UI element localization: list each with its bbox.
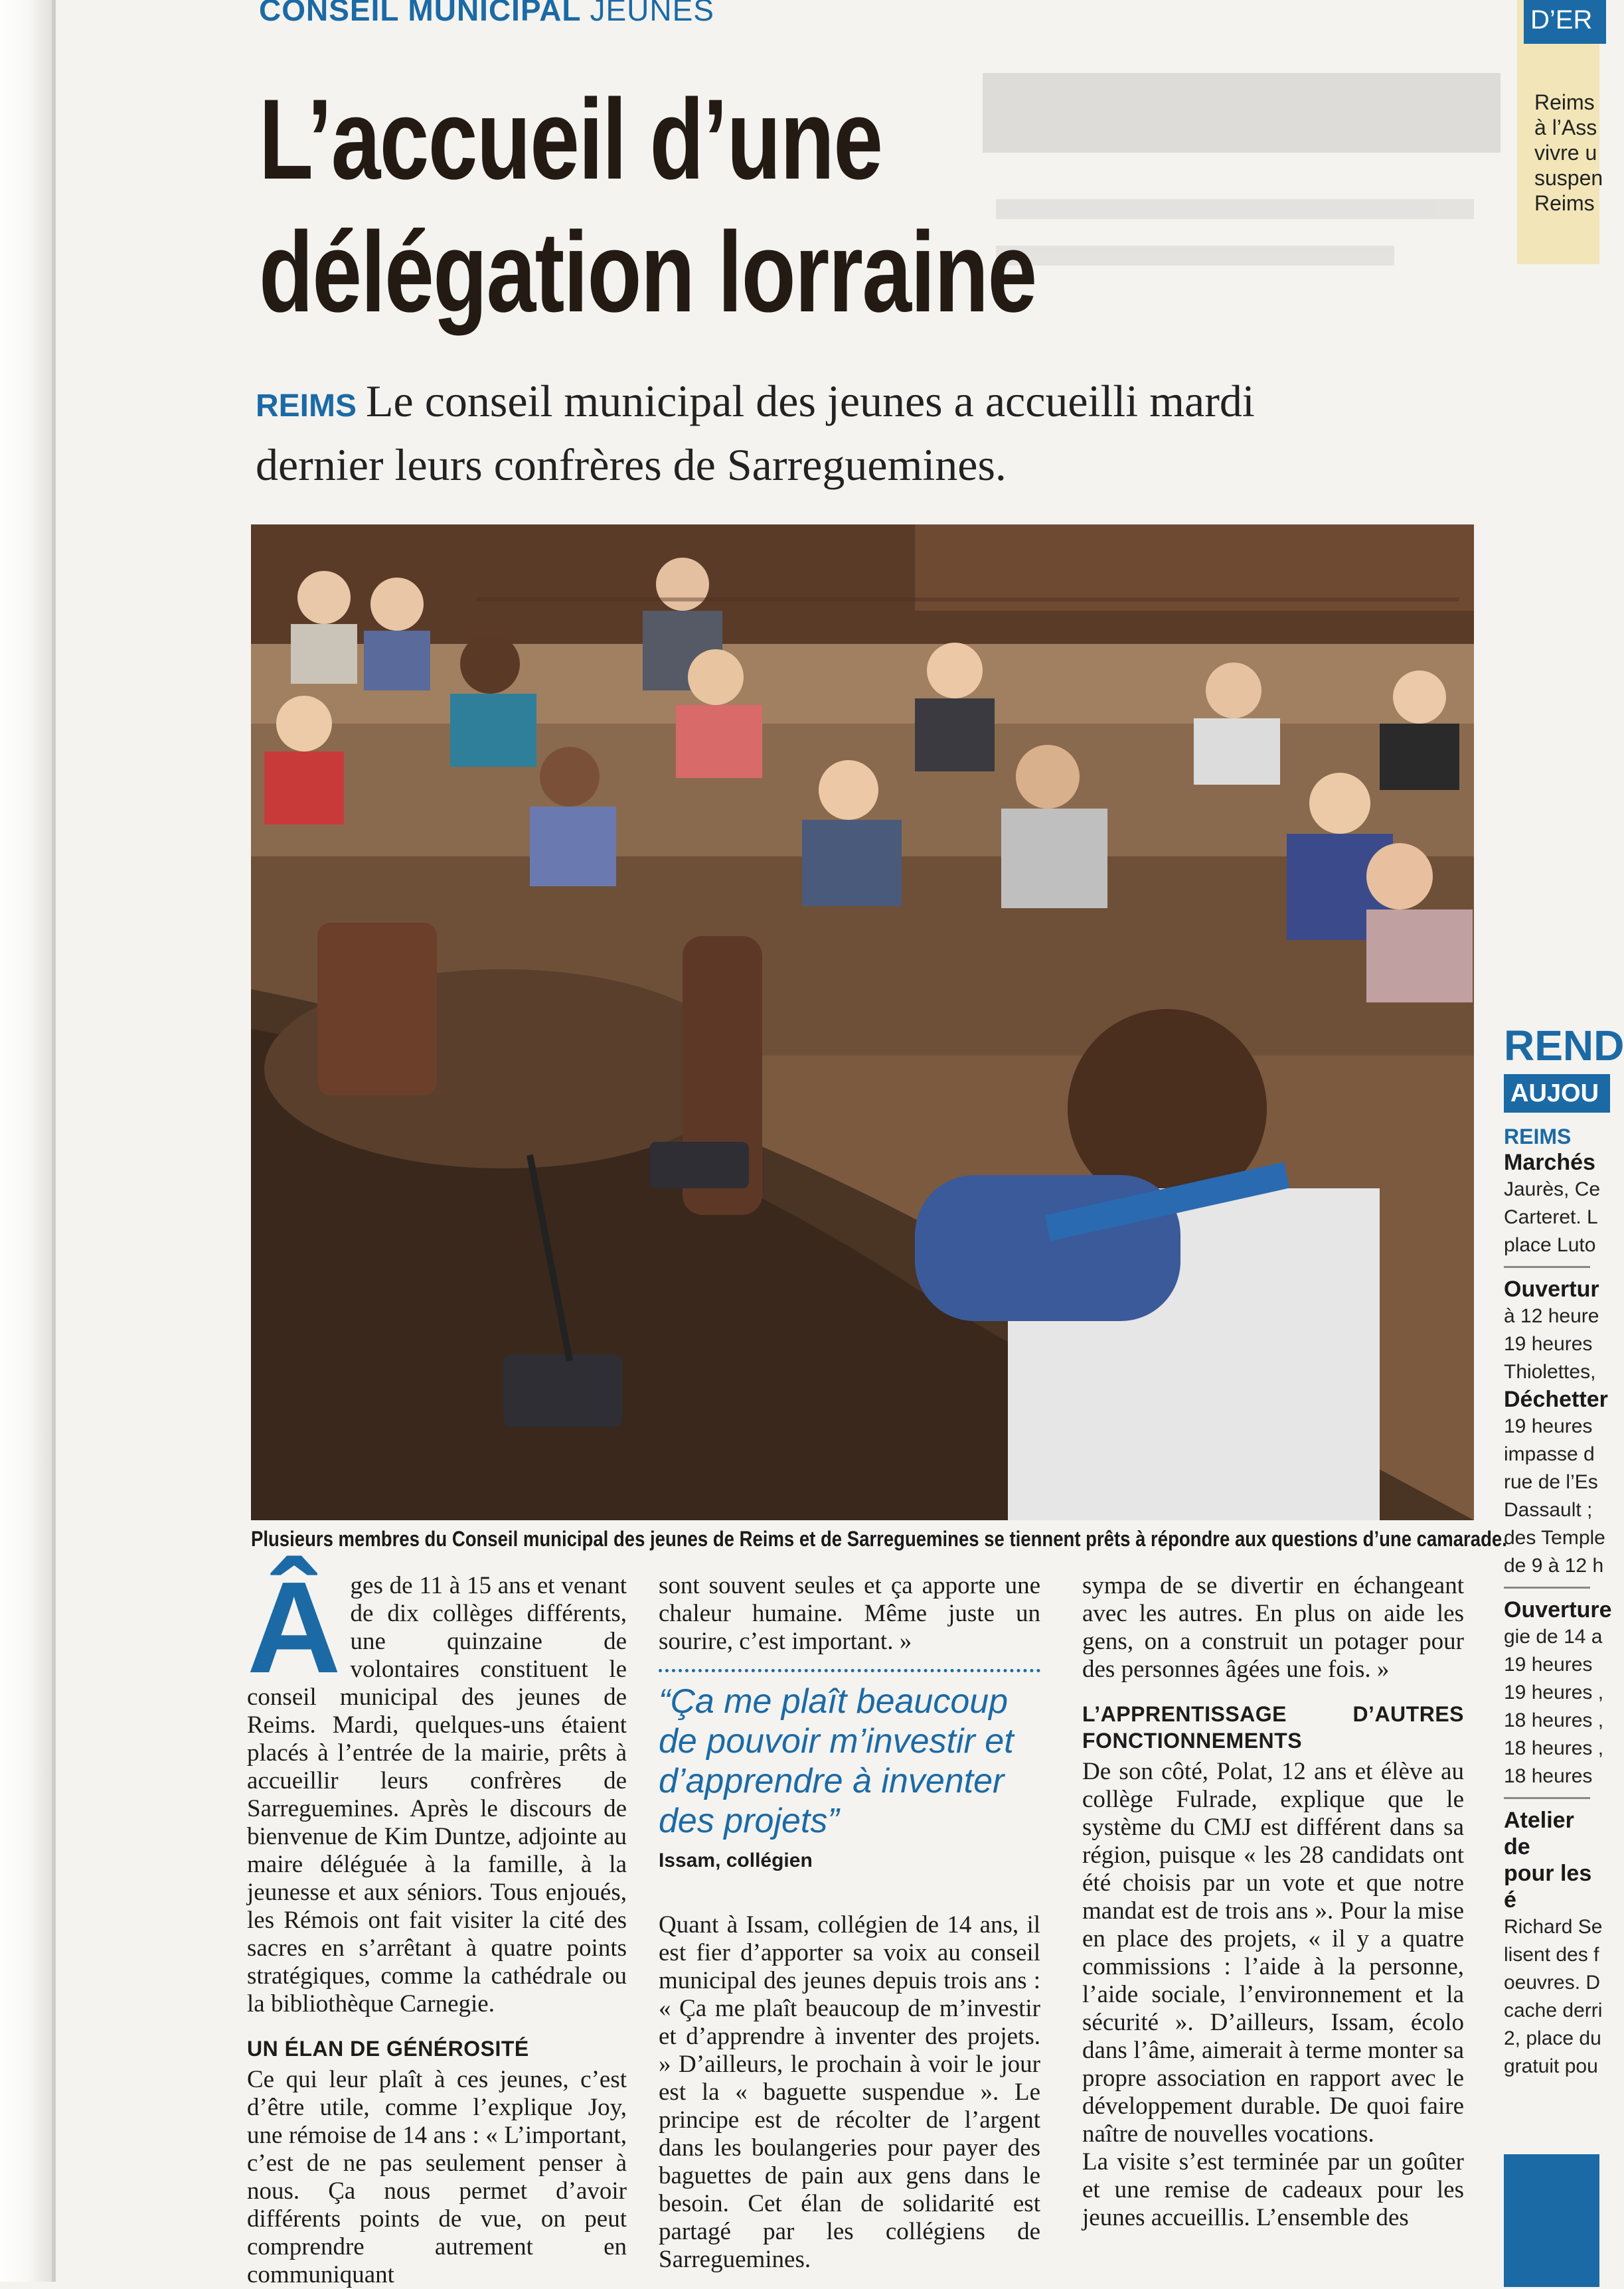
- sidebar-line: Carteret. L: [1504, 1206, 1598, 1228]
- sidebar-line: Dassault ;: [1504, 1499, 1593, 1521]
- headline: [259, 73, 1036, 339]
- sidebar-line: 18 heures: [1504, 1765, 1593, 1787]
- pullquote-author: Issam, collégien: [659, 1850, 813, 1871]
- sidebar-heading: Atelier de: [1504, 1808, 1574, 1859]
- sidebar-blue-box: [1504, 2154, 1599, 2287]
- sidebar-title: REND: [1504, 1022, 1624, 1069]
- sidebar-heading: Déchetter: [1504, 1387, 1608, 1412]
- section-kicker: [259, 0, 714, 28]
- pullquote-rule: [659, 1669, 1040, 1672]
- sidebar-line: Jaurès, Ce: [1504, 1178, 1601, 1200]
- paragraph: Quant à Issam, collégien de 14 ans, il est fier d’apporter sa voix au conseil municipal des jeunes depuis trois ans : « Ça me plaît beaucoup de m’investir et d’apprendre à inventer des projets. » D’ailleurs, le prochain à voir le jour est la « baguette suspendue ». Le principe est de récolter de l’argent dans les boulangeries pour payer des baguettes de pain aux gens dans le besoin. Cet élan de solidarité est partagé par les collégiens de Sarreguemines.: [659, 1911, 1040, 2273]
- subheading: L’APPRENTISSAGE D’AUTRES FONCTIONNEMENTS: [1082, 1702, 1464, 1753]
- photo-illustration: [251, 524, 1474, 1520]
- sidebar-line: lisent des f: [1504, 1944, 1599, 1966]
- sidebar-line: Thiolettes,: [1504, 1361, 1596, 1383]
- paragraph: sympa de se divertir en échangeant avec les autres. En plus on aide les gens, on a construit un potager pour des personnes âgées une fois. »: [1082, 1572, 1464, 1683]
- sidebar-line: 19 heures: [1504, 1333, 1593, 1355]
- sidebar-top-box: [1517, 0, 1603, 264]
- paragraph: De son côté, Polat, 12 ans et élève au collège Fulrade, explique que le système du CMJ est différent dans sa région, puisque « les 28 candidats ont été choisis par un vote et que notre mandat est de trois ans ». Pour la mise en place des projets, « il y a quatre commissions : l’aide à la personne, l’aide sociale, l’environnement et la sécurité ». D’ailleurs, Issam, écolo dans l’âme, aimerait à terme monter sa propre association en rapport avec le développement durable. De quoi faire naître de nouvelles vocations.: [1082, 1758, 1464, 2148]
- sidebar-rule: [1504, 1797, 1590, 1799]
- headline-line1: L’accueil d’une: [259, 76, 882, 203]
- rendez-vous-sidebar: [1504, 1022, 1624, 2282]
- article-column-1: [247, 1555, 627, 2289]
- sidebar-line: 19 heures ,: [1504, 1682, 1604, 1703]
- photo-caption: Plusieurs membres du Conseil municipal des jeunes de Reims et de Sarreguemines se tiennent prêts à répondre aux questions d’une camarade.: [251, 1527, 1507, 1551]
- sidebar-line: 18 heures ,: [1504, 1737, 1604, 1759]
- sidebar-line: à 12 heure: [1504, 1305, 1599, 1327]
- sidebar-line: cache derri: [1504, 2000, 1603, 2021]
- sidebar-heading: Ouverture: [1504, 1597, 1612, 1622]
- sidebar-line: oeuvres. D: [1504, 1972, 1601, 1994]
- sidebar-line: rue de l’Es: [1504, 1471, 1598, 1493]
- headline-line2: délégation lorraine: [259, 208, 1036, 336]
- article-column-3: [1082, 1572, 1464, 2232]
- sidebar-line: impasse d: [1504, 1443, 1595, 1465]
- sidebar-line: des Temple: [1504, 1527, 1605, 1549]
- sidebar-line: 18 heures ,: [1504, 1709, 1604, 1731]
- sidebar-line: gie de 14 a: [1504, 1626, 1603, 1648]
- paragraph: ges de 11 à 15 ans et venant de dix collèges différents, une quinzaine de volontaires constituent le conseil municipal des jeunes de Reims. Mardi, quelques-uns étaient placés à l’entrée de la mairie, prêts à accueillir leurs confrères de Sarreguemines. Après le discours de bienvenue de Kim Duntze, adjointe au maire déléguée à la famille, à la jeunesse et aux séniors. Tous enjoués, les Rémois ont fait visiter la cité des sacres en s’arrêtant à quatre points stratégiques, comme la cathédrale ou la bibliothèque Carnegie.: [247, 1572, 627, 2017]
- drop-cap: Â: [247, 1555, 341, 1700]
- sidebar-line: de 9 à 12 h: [1504, 1555, 1604, 1577]
- paper-fold: [52, 0, 56, 2282]
- paragraph: sont souvent seules et ça apporte une chaleur humaine. Même juste un sourire, c’est important. »: [659, 1572, 1040, 1655]
- deck-location: REIMS: [256, 388, 357, 424]
- sidebar-rule: [1504, 1587, 1590, 1589]
- sidebar-line: Richard Se: [1504, 1916, 1603, 1938]
- sidebar-line: gratuit pou: [1504, 2055, 1598, 2077]
- sidebar-city: REIMS: [1504, 1125, 1572, 1148]
- sidebar-top-flag: D’ER: [1524, 0, 1606, 44]
- sidebar-line: place Luto: [1504, 1234, 1596, 1256]
- kicker-part2: JEUNES: [590, 0, 714, 27]
- deck-text: Le conseil municipal des jeunes a accueilli mardi dernier leurs confrères de Sarreguemines.: [256, 376, 1255, 490]
- article-column-2: [659, 1572, 1040, 2274]
- sidebar-line: 19 heures: [1504, 1415, 1593, 1437]
- deck: [256, 372, 1318, 494]
- sidebar-rule: [1504, 1266, 1590, 1268]
- sidebar-top-text: Reims à l’Ass vivre u suspen Reims: [1534, 90, 1603, 215]
- kicker-part1: CONSEIL MUNICIPAL: [259, 0, 581, 27]
- sidebar-line: 19 heures: [1504, 1654, 1593, 1676]
- subheading: UN ÉLAN DE GÉNÉROSITÉ: [247, 2037, 529, 2061]
- pullquote: “Ça me plaît beaucoup de pouvoir m’investir et d’apprendre à inventer des projets”: [659, 1682, 1014, 1840]
- sidebar-heading: Ouvertur: [1504, 1277, 1599, 1302]
- sidebar-heading: Marchés: [1504, 1150, 1595, 1175]
- sidebar-heading: pour les é: [1504, 1861, 1592, 1913]
- paragraph: La visite s’est terminée par un goûter et une remise de cadeaux pour les jeunes accueillis. L’ensemble des: [1082, 2148, 1464, 2231]
- article-photo: [251, 524, 1474, 1520]
- sidebar-line: 2, place du: [1504, 2027, 1601, 2049]
- paragraph: Ce qui leur plaît à ces jeunes, c’est d’être utile, comme l’explique Joy, une rémoise de 14 ans : « L’important, c’est de ne pas seulement penser à nous. Ça nous permet d’avoir différents points de vue, on peut comprendre autrement en communiquant: [247, 2066, 627, 2288]
- sidebar-tab: AUJOU: [1504, 1074, 1610, 1113]
- paper-left-margin: [0, 0, 52, 2282]
